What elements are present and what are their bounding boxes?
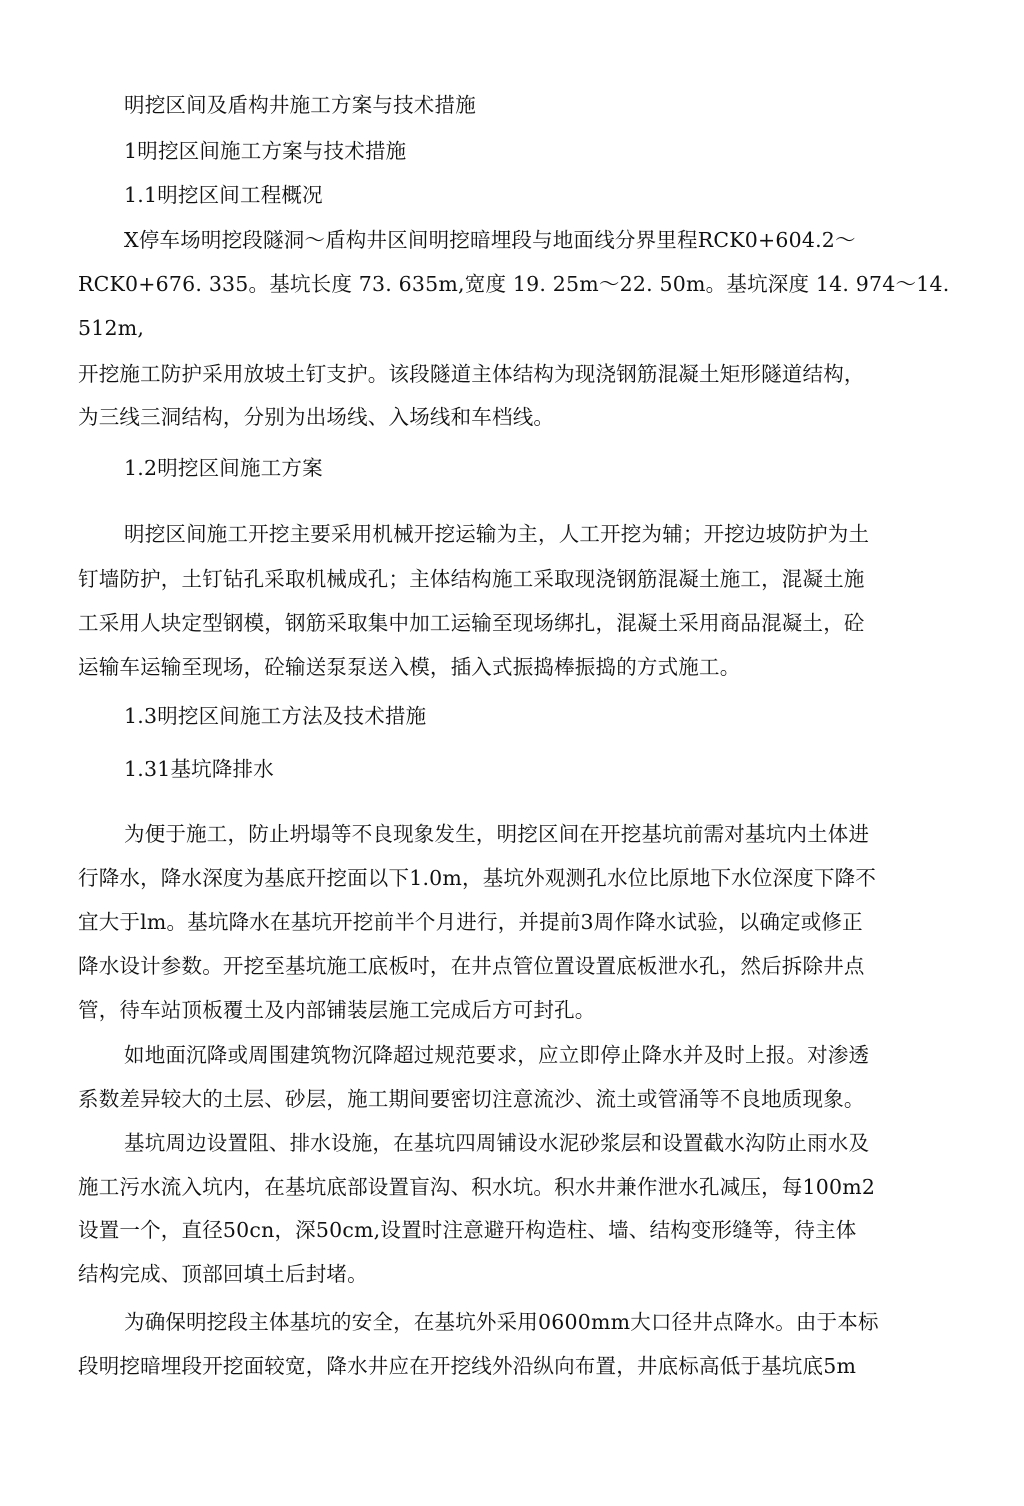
paragraph-line: 开挖施工防护采用放坡土钉支护。该段隧道主体结构为现浇钢筋混凝土矩形隧道结构， (78, 362, 865, 386)
paragraph-line: 基坑周边设置阻、排水设施，在基坑四周铺设水泥砂浆层和设置截水沟防止雨水及 (124, 1131, 870, 1155)
heading-1-2: 1.2明挖区间施工方案 (124, 456, 323, 480)
paragraph-line: 段明挖暗埋段开挖面较宽，降水井应在开挖线外沿纵向布置，井底标高低于基坑底5m (78, 1354, 857, 1378)
paragraph-line: 钉墙防护，土钉钻孔采取机械成孔；主体结构施工采取现浇钢筋混凝土施工，混凝土施 (78, 567, 865, 591)
paragraph-line: 512m, (78, 316, 145, 340)
paragraph-line: 运输车运输至现场，砼输送泵泵送入模，插入式振捣棒振捣的方式施工。 (78, 655, 741, 679)
paragraph-line: 结构完成、顶部回填土后封堵。 (78, 1262, 368, 1286)
paragraph-line: 工采用人块定型钢模，钢筋采取集中加工运输至现场绑扎，混凝土采用商品混凝土，砼 (78, 611, 865, 635)
paragraph-line: 如地面沉降或周围建筑物沉降超过规范要求，应立即停止降水并及时上报。对渗透 (124, 1043, 870, 1067)
paragraph-line: 为三线三洞结构，分别为出场线、入场线和车档线。 (78, 405, 555, 429)
paragraph-line: X停车场明挖段隧洞～盾构井区间明挖暗埋段与地面线分界里程RCK0+604.2～ (124, 228, 856, 252)
heading-1: 1明挖区间施工方案与技术措施 (124, 139, 407, 163)
heading-1-31: 1.31基坑降排水 (124, 757, 274, 781)
paragraph-line: 管，待车站顶板覆土及内部铺装层施工完成后方可封孔。 (78, 998, 596, 1022)
paragraph-line: 降水设计参数。开挖至基坑施工底板吋，在井点管位置设置底板泄水孔，然后拆除井点 (78, 954, 865, 978)
heading-1-3: 1.3明挖区间施工方法及技术措施 (124, 704, 427, 728)
paragraph-line: 为便于施工，防止坍塌等不良现象发生，明挖区间在开挖基坑前需对基坑内土体进 (124, 822, 870, 846)
paragraph-line: 为确保明挖段主体基坑的安全，在基坑外采用0600mm大口径井点降水。由于本标 (124, 1310, 879, 1334)
paragraph-line: 施工污水流入坑内，在基坑底部设置盲沟、积水坑。积水井兼作泄水孔减压，每100m2 (78, 1175, 876, 1199)
paragraph-line: RCK0+676. 335。基坑长度 73. 635m,宽度 19. 25m～22. 50m。基坑深度 14. 974～14. (78, 272, 950, 296)
paragraph-line: 设置一个，直径50cn，深50cm,设置时注意避幵构造柱、墙、结构变形缝等，待主体 (78, 1218, 857, 1242)
paragraph-line: 系数差异较大的土层、砂层，施工期间要密切注意流沙、流土或管涌等不良地质现象。 (78, 1087, 865, 1111)
heading-1-1: 1.1明挖区间工程概况 (124, 183, 323, 207)
paragraph-line: 行降水，降水深度为基底幵挖面以下1.0m，基坑外观测孔水位比原地下水位深度下降不 (78, 866, 877, 890)
paragraph-line: 宜大于lm。基坑降水在基坑开挖前半个月进行，并提前3周作降水试验，以确定或修正 (78, 910, 863, 934)
doc-title: 明挖区间及盾构井施工方案与技术措施 (124, 93, 476, 117)
paragraph-line: 明挖区间施工开挖主要采用机械开挖运输为主，人工开挖为辅；开挖边坡防护为土 (124, 522, 870, 546)
